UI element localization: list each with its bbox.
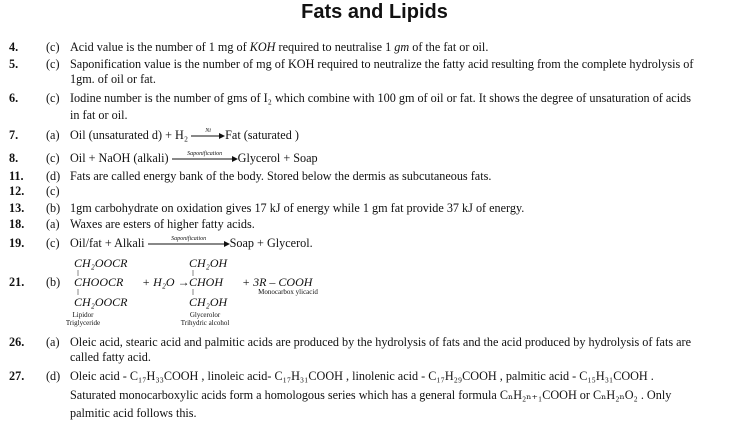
answer-option: (b) xyxy=(46,201,61,215)
answer-option: (c) xyxy=(46,40,60,54)
question-number: 12. xyxy=(9,184,25,198)
triglyceride-label-1: Lipidor xyxy=(72,311,94,319)
question-number: 18. xyxy=(9,217,25,231)
glycerol-bottom: CH₂OH xyxy=(189,295,228,309)
question-number: 11. xyxy=(9,169,24,183)
reaction-equation: Oil (unsaturated d) + H₂ Ni Fat (saturated ) xyxy=(70,128,299,143)
answer-option: (c) xyxy=(46,57,60,71)
answer-text: Saponification value is the number of mg of KOH required to neutralize the fatty acid resulting from the complete hydrolysis of xyxy=(70,57,694,71)
question-number: 8. xyxy=(9,151,19,165)
question-number: 4. xyxy=(9,40,19,54)
glycerol-label-2: Trihydric alcohol xyxy=(180,319,230,327)
water-reagent: + H₂O → xyxy=(142,275,190,289)
answer-text: 1gm carbohydrate on oxidation gives 17 kJ of energy while 1 gm fat provide 37 kJ of energy. xyxy=(70,201,525,215)
question-number: 13. xyxy=(9,201,25,215)
question-number: 6. xyxy=(9,91,19,105)
question-number: 7. xyxy=(9,128,19,142)
answer-text-continued: 1gm. of oil or fat. xyxy=(70,72,156,86)
arrow-label: Saponification xyxy=(171,236,207,243)
answer-text: Waxes are esters of higher fatty acids. xyxy=(70,217,255,231)
question-number: 5. xyxy=(9,57,19,71)
answer-option: (b) xyxy=(46,275,61,289)
answer-option: (a) xyxy=(46,217,60,231)
question-number: 19. xyxy=(9,236,25,250)
answer-option: (c) xyxy=(46,151,60,165)
answer-option: (d) xyxy=(46,169,61,183)
reaction-arrow xyxy=(148,236,230,248)
answer-option: (c) xyxy=(46,184,60,198)
answer-option: (c) xyxy=(46,236,60,250)
question-number: 26. xyxy=(9,335,25,349)
fatty-acid: + 3R – COOH xyxy=(242,275,313,289)
answer-text: Acid value is the number of 1 mg of KOH required to neutralise 1 gm of the fat or oil. xyxy=(70,40,489,54)
answer-text-continued: in fat or oil. xyxy=(70,108,128,122)
answer-text: Oleic acid, stearic acid and palmitic acids are produced by the hydrolysis of fats and the acid produced by hydrolysis of fats are called fatty acid. xyxy=(70,335,692,364)
glycerol-top: CH₂OH xyxy=(189,256,228,270)
answer-option: (a) xyxy=(46,128,60,142)
triglyceride-label-2: Triglyceride xyxy=(65,319,101,327)
reaction-equation: Oil/fat + Alkali Saponification Soap + Glycerol. xyxy=(70,236,313,251)
answer-option: (a) xyxy=(46,335,60,349)
answer-text-continued: Saturated monocarboxylic acids form a homologous series which has a general formula CₙH₂ₙ₊₁COOH or CₙH₂ₙO₂ . Only xyxy=(70,388,672,402)
reaction-arrow xyxy=(172,151,238,163)
page-title: Fats and Lipids xyxy=(301,1,448,23)
arrow-label: Ni xyxy=(205,128,211,135)
fatty-acid-label: Monocarbox ylicacid xyxy=(258,288,318,296)
triglyceride-middle: CHOOCR xyxy=(74,275,124,289)
answer-text: Fats are called energy bank of the body. Stored below the dermis as subcutaneous fats. xyxy=(70,169,492,183)
answer-option: (d) xyxy=(46,369,61,383)
question-number: 21. xyxy=(9,275,25,289)
answer-text: Iodine number is the number of gms of I₂ which combine with 100 gm of oil or fat. It shows the degree of unsaturation of acids xyxy=(70,91,691,105)
answer-text-continued: palmitic acid follows this. xyxy=(70,406,197,420)
structure-bonds xyxy=(70,268,210,298)
answer-text: Oleic acid - C₁₇H₃₃COOH , linoleic acid- C₁₇H₃₁COOH , linolenic acid - C₁₇H₂₉COOH , palmitic acid - C₁₅H₃₁COOH . xyxy=(70,369,654,383)
glycerol-middle: CHOH xyxy=(189,275,224,289)
question-number: 27. xyxy=(9,369,25,383)
triglyceride-bottom: CH₂OOCR xyxy=(74,295,128,309)
reaction-arrow xyxy=(191,128,225,140)
reaction-equation: Oil + NaOH (alkali) Saponification Glycerol + Soap xyxy=(70,151,318,166)
glycerol-label-1: Glycerolor xyxy=(189,311,221,319)
arrow-label: Saponification xyxy=(187,151,223,158)
answer-option: (c) xyxy=(46,91,60,105)
triglyceride-top: CH₂OOCR xyxy=(74,256,128,270)
